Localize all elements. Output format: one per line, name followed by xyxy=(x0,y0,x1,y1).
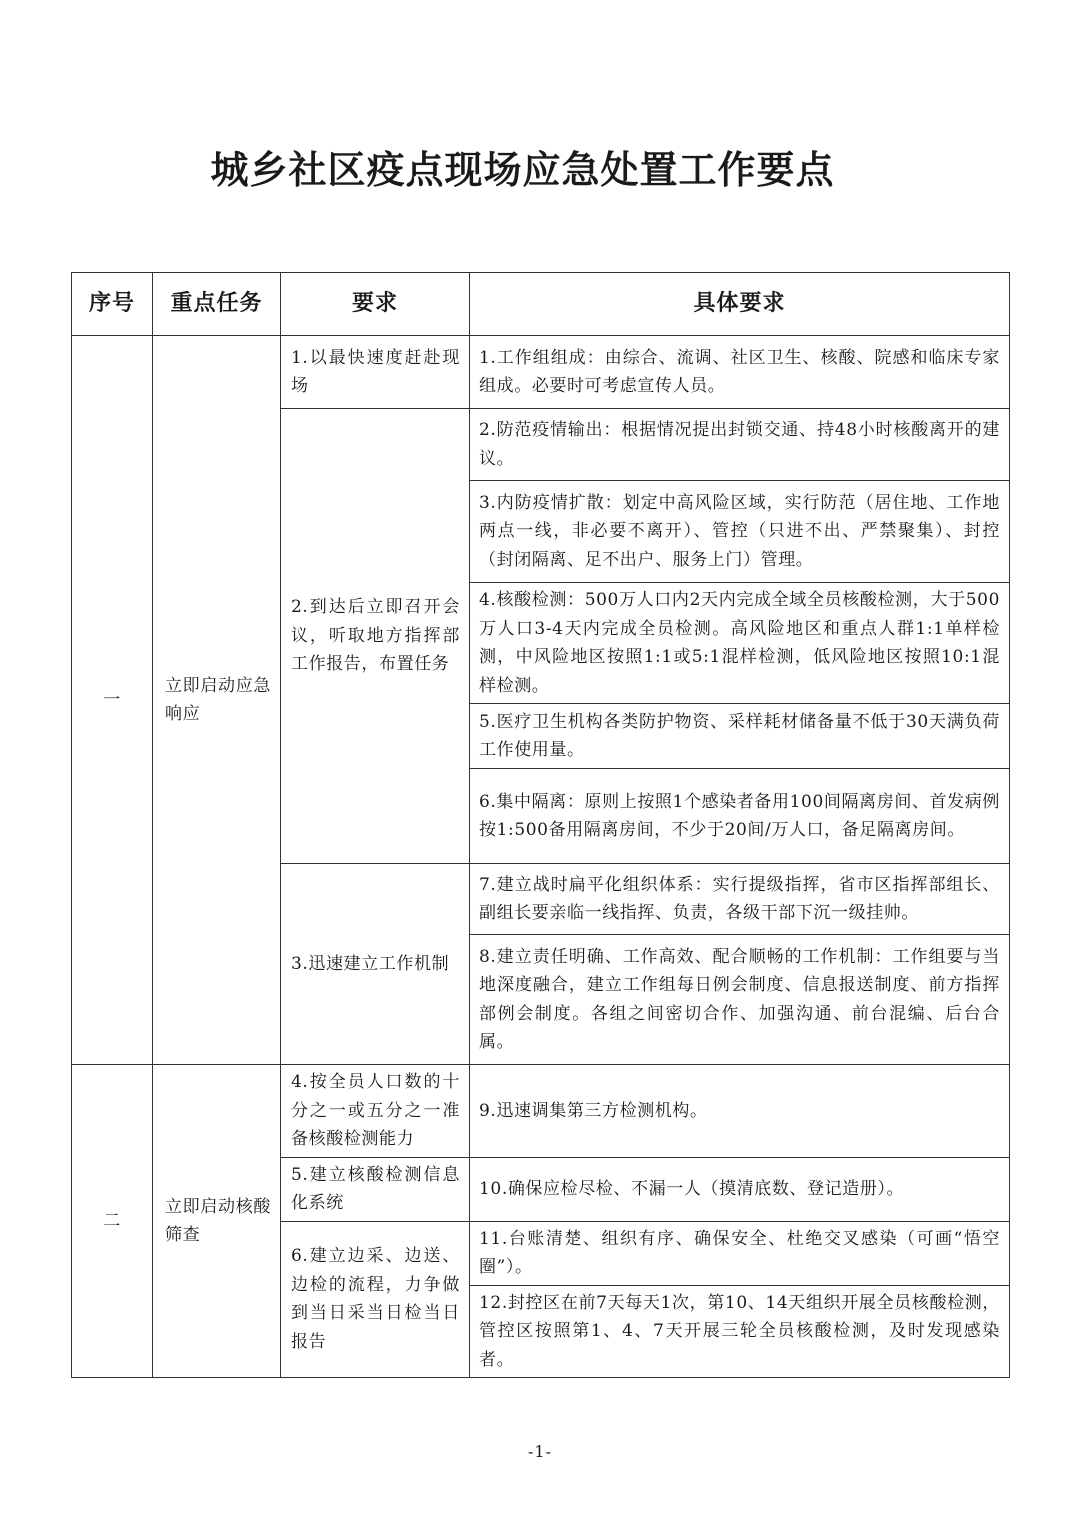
seq-cell: 二 xyxy=(72,1065,153,1378)
detail-cell: 5.医疗卫生机构各类防护物资、采样耗材储备量不低于30天满负荷工作使用量。 xyxy=(470,704,1010,769)
requirement-cell: 1.以最快速度赶赴现场 xyxy=(281,336,470,409)
requirement-cell: 5.建立核酸检测信息化系统 xyxy=(281,1157,470,1221)
table-row xyxy=(72,1065,1010,1158)
table-row xyxy=(72,336,1010,409)
header-seq: 序号 xyxy=(72,273,153,336)
detail-cell: 2.防范疫情输出：根据情况提出封锁交通、持48小时核酸离开的建议。 xyxy=(470,409,1010,481)
page-number: -1- xyxy=(528,1442,552,1461)
detail-cell: 9.迅速调集第三方检测机构。 xyxy=(470,1065,1010,1158)
requirement-cell: 2.到达后立即召开会议，听取地方指挥部工作报告，布置任务 xyxy=(281,409,470,864)
seq-cell: 一 xyxy=(72,336,153,1065)
task-cell: 立即启动应急响应 xyxy=(153,336,281,1065)
page-title: 城乡社区疫点现场应急处置工作要点 xyxy=(210,148,835,192)
header-task: 重点任务 xyxy=(153,273,281,336)
table-header-row xyxy=(72,273,1010,336)
detail-cell: 6.集中隔离：原则上按照1个感染者备用100间隔离房间、首发病例按1:500备用隔离房间，不少于20间/万人口，备足隔离房间。 xyxy=(470,769,1010,864)
detail-cell: 7.建立战时扁平化组织体系：实行提级指挥，省市区指挥部组长、副组长要亲临一线指挥、负责，各级干部下沉一级挂帅。 xyxy=(470,864,1010,935)
detail-cell: 1.工作组组成：由综合、流调、社区卫生、核酸、院感和临床专家组成。必要时可考虑宣传人员。 xyxy=(470,336,1010,409)
work-points-table xyxy=(71,272,1010,1378)
detail-cell: 11.台账清楚、组织有序、确保安全、杜绝交叉感染（可画“悟空圈”）。 xyxy=(470,1221,1010,1285)
detail-cell: 10.确保应检尽检、不漏一人（摸清底数、登记造册）。 xyxy=(470,1157,1010,1221)
requirement-cell: 3.迅速建立工作机制 xyxy=(281,864,470,1065)
detail-cell: 8.建立责任明确、工作高效、配合顺畅的工作机制：工作组要与当地深度融合，建立工作组每日例会制度、信息报送制度、前方指挥部例会制度。各组之间密切合作、加强沟通、前台混编、后台合属。 xyxy=(470,935,1010,1065)
detail-cell: 12.封控区在前7天每天1次，第10、14天组织开展全员核酸检测，管控区按照第1、4、7天开展三轮全员核酸检测，及时发现感染者。 xyxy=(470,1285,1010,1378)
header-detail: 具体要求 xyxy=(470,273,1010,336)
detail-cell: 3.内防疫情扩散：划定中高风险区域，实行防范（居住地、工作地两点一线，非必要不离开）、管控（只进不出、严禁聚集）、封控（封闭隔离、足不出户、服务上门）管理。 xyxy=(470,481,1010,583)
requirement-cell: 6.建立边采、边送、边检的流程，力争做到当日采当日检当日报告 xyxy=(281,1221,470,1378)
detail-cell: 4.核酸检测：500万人口内2天内完成全域全员核酸检测，大于500万人口3-4天内完成全员检测。高风险地区和重点人群1:1单样检测，中风险地区按照1:1或5:1混样检测，低风险地区按照10:1混样检测。 xyxy=(470,583,1010,704)
header-requirement: 要求 xyxy=(281,273,470,336)
task-cell: 立即启动核酸筛查 xyxy=(153,1065,281,1378)
requirement-cell: 4.按全员人口数的十分之一或五分之一准备核酸检测能力 xyxy=(281,1065,470,1158)
